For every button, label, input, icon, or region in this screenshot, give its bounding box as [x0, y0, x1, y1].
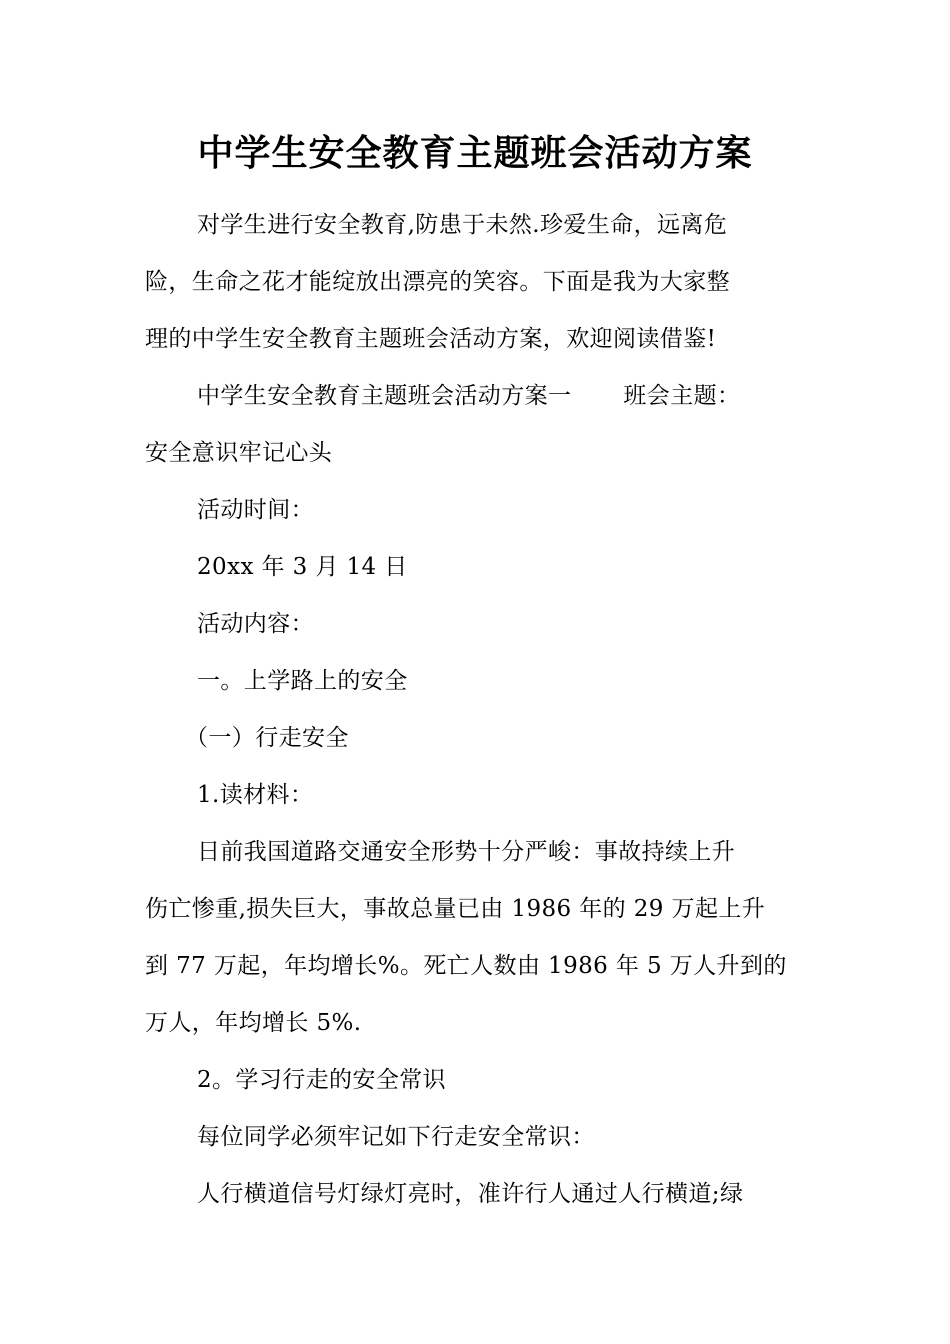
plan-heading: 中学生安全教育主题班会活动方案一 — [197, 383, 572, 409]
material-line-1: 日前我国道路交通安全形势十分严峻：事故持续上升 — [197, 839, 736, 865]
document-title: 中学生安全教育主题班会活动方案 — [197, 133, 753, 174]
subsection-heading-1: （一）行走安全 — [185, 725, 349, 751]
theme-label: 班会主题： — [623, 383, 741, 409]
material-line-4: 万人，年均增长 5%. — [145, 1010, 362, 1036]
intro-line-1: 对学生进行安全教育,防患于未然.珍爱生命，远离危 — [197, 212, 728, 238]
plan-heading-line — [145, 368, 810, 425]
document-body — [145, 197, 810, 1223]
material-line-3: 到 77 万起，年均增长%。死亡人数由 1986 年 5 万人升到的 — [145, 953, 787, 979]
last-line: 人行横道信号灯绿灯亮时，准许行人通过人行横道;绿 — [197, 1181, 744, 1207]
time-label: 活动时间： — [197, 497, 314, 523]
material-paragraph — [145, 824, 810, 1052]
content-label: 活动内容： — [197, 611, 314, 637]
item-2-intro: 每位同学必须牢记如下行走安全常识： — [197, 1124, 595, 1150]
section-heading-1: 一。上学路上的安全 — [197, 668, 408, 694]
time-value: 20xx 年 3 月 14 日 — [197, 554, 408, 580]
plan-heading-paragraph — [145, 368, 810, 482]
intro-line-3: 理的中学生安全教育主题班会活动方案，欢迎阅读借鉴! — [145, 326, 717, 352]
item-heading-2: 2。学习行走的安全常识 — [197, 1067, 447, 1093]
item-heading-1: 1.读材料： — [197, 782, 314, 808]
theme-value: 安全意识牢记心头 — [145, 440, 333, 466]
intro-line-2: 险，生命之花才能绽放出漂亮的笑容。下面是我为大家整 — [145, 269, 730, 295]
material-line-2: 伤亡惨重,损失巨大，事故总量已由 1986 年的 29 万起上升 — [145, 896, 766, 922]
intro-paragraph — [145, 197, 810, 368]
